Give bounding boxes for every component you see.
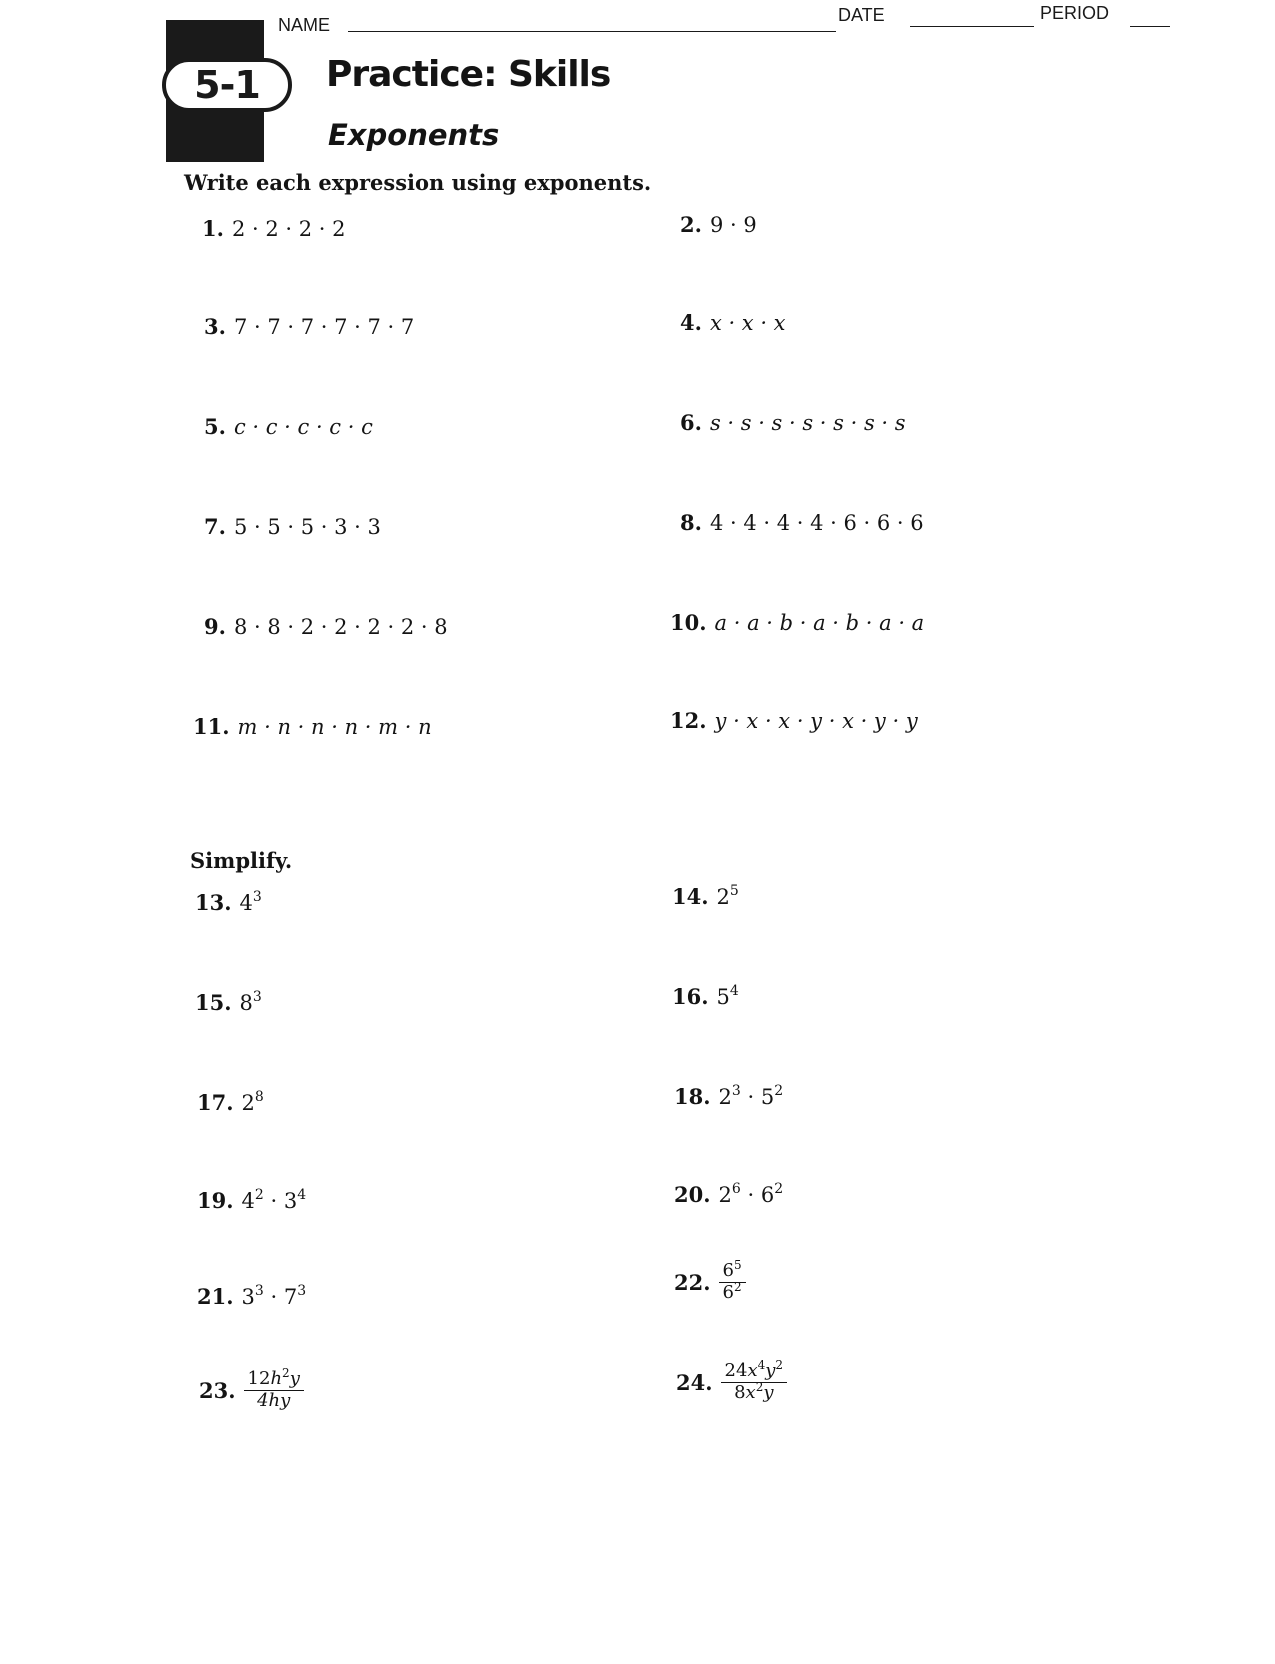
problem-number: 5. xyxy=(204,414,226,439)
variable: y xyxy=(765,1360,776,1381)
problem-base: 6 xyxy=(722,1281,734,1303)
problem-expression: s · s · s · s · s · s · s xyxy=(709,411,906,435)
name-line[interactable] xyxy=(348,31,836,32)
problem-base: 5 xyxy=(716,985,730,1009)
page-title: Practice: Skills xyxy=(326,54,611,95)
date-label: DATE xyxy=(838,5,885,25)
problem-exponent: 4 xyxy=(729,983,739,999)
problem-base: 3 xyxy=(283,1189,298,1213)
fraction-numerator xyxy=(244,1366,304,1391)
problem-number: 1. xyxy=(202,216,224,241)
problem-23 xyxy=(199,1366,304,1411)
problem-12 xyxy=(670,708,918,733)
section1-instruction: Write each expression using exponents. xyxy=(184,170,652,195)
problem-number: 11. xyxy=(193,714,230,739)
variable: y xyxy=(763,1381,774,1403)
problem-7 xyxy=(204,514,381,539)
problem-exponent: 6 xyxy=(731,1181,741,1197)
variable: h xyxy=(270,1368,283,1389)
fraction-denominator xyxy=(719,1279,746,1303)
problem-base: 8 xyxy=(239,991,253,1015)
problem-expression: x · x · x xyxy=(709,311,786,335)
problem-exponent: 3 xyxy=(252,989,262,1005)
section2-instruction: Simplify. xyxy=(190,848,293,873)
problem-19 xyxy=(197,1188,306,1213)
problem-number: 19. xyxy=(197,1188,234,1213)
multiply-dot: · xyxy=(270,1189,278,1213)
problem-base: 2 xyxy=(241,1091,255,1115)
problem-base: 6 xyxy=(760,1183,775,1207)
problem-base: 4 xyxy=(241,1189,255,1213)
problem-5 xyxy=(204,414,373,439)
problem-number: 8. xyxy=(680,510,702,535)
multiply-dot: · xyxy=(747,1183,755,1207)
problem-9 xyxy=(204,614,448,639)
variable: y xyxy=(289,1368,300,1389)
problem-number: 18. xyxy=(674,1084,711,1109)
problem-base: 4 xyxy=(239,891,253,915)
problem-1 xyxy=(202,216,345,241)
problem-8 xyxy=(680,510,924,535)
problem-exponent: 5 xyxy=(734,1258,742,1272)
problem-expression: 2 · 2 · 2 · 2 xyxy=(231,217,346,241)
problem-exponent: 2 xyxy=(775,1358,784,1372)
problem-number: 13. xyxy=(195,890,232,915)
problem-exponent: 2 xyxy=(734,1279,742,1294)
problem-exponent: 2 xyxy=(254,1187,264,1203)
problem-20 xyxy=(674,1182,783,1207)
problem-13 xyxy=(195,890,262,915)
problem-exponent: 2 xyxy=(774,1181,784,1197)
problem-exponent: 8 xyxy=(254,1089,264,1105)
problem-expression: 7 · 7 · 7 · 7 · 7 · 7 xyxy=(233,315,415,339)
problem-expression: 8 · 8 · 2 · 2 · 2 · 2 · 8 xyxy=(233,615,448,639)
problem-14 xyxy=(672,884,739,909)
problem-expression: m · n · n · n · m · n xyxy=(237,715,432,739)
problem-base: 2 xyxy=(718,1085,732,1109)
problem-base: 6 xyxy=(722,1260,734,1281)
problem-expression: 4 · 4 · 4 · 4 · 6 · 6 · 6 xyxy=(709,511,924,535)
problem-expression: 9 · 9 xyxy=(709,213,757,237)
problem-exponent: 2 xyxy=(755,1379,764,1394)
problem-base: 7 xyxy=(283,1285,298,1309)
problem-24 xyxy=(676,1358,787,1403)
problem-number: 9. xyxy=(204,614,226,639)
problem-number: 23. xyxy=(199,1377,236,1403)
problem-exponent: 2 xyxy=(282,1366,290,1380)
page-subtitle: Exponents xyxy=(328,118,500,152)
problem-21 xyxy=(197,1284,306,1309)
date-line[interactable] xyxy=(910,26,1034,27)
fraction-denominator: 4hy xyxy=(257,1389,291,1411)
multiply-dot: · xyxy=(747,1085,755,1109)
coefficient: 24 xyxy=(724,1360,748,1381)
problem-number: 24. xyxy=(676,1369,713,1395)
problem-exponent: 2 xyxy=(774,1083,784,1099)
problem-number: 14. xyxy=(672,884,709,909)
problem-11 xyxy=(193,714,432,739)
problem-22 xyxy=(674,1258,746,1303)
coefficient: 8 xyxy=(734,1381,746,1403)
problem-exponent: 3 xyxy=(731,1083,741,1099)
problem-number: 7. xyxy=(204,514,226,539)
problem-base: 5 xyxy=(760,1085,775,1109)
problem-number: 2. xyxy=(680,212,702,237)
problem-expression: y · x · x · y · x · y · y xyxy=(714,709,918,733)
problem-2 xyxy=(680,212,757,237)
problem-number: 3. xyxy=(204,314,226,339)
problem-number: 12. xyxy=(670,708,707,733)
variable: x xyxy=(745,1381,756,1403)
problem-number: 6. xyxy=(680,410,702,435)
problem-base: 3 xyxy=(241,1285,255,1309)
problem-exponent: 3 xyxy=(297,1283,307,1299)
problem-4 xyxy=(680,310,786,335)
problem-exponent: 4 xyxy=(297,1187,307,1203)
problem-number: 4. xyxy=(680,310,702,335)
problem-18 xyxy=(674,1084,783,1109)
problem-expression: a · a · b · a · b · a · a xyxy=(714,611,925,635)
problem-number: 16. xyxy=(672,984,709,1009)
fraction xyxy=(719,1258,746,1303)
problem-number: 10. xyxy=(670,610,707,635)
problem-exponent: 4 xyxy=(757,1358,766,1372)
variable: x xyxy=(747,1360,758,1381)
problem-number: 15. xyxy=(195,990,232,1015)
problem-10 xyxy=(670,610,924,635)
problem-exponent: 3 xyxy=(254,1283,264,1299)
problem-number: 22. xyxy=(674,1269,711,1295)
problem-expression: c · c · c · c · c xyxy=(233,415,373,439)
problem-number: 21. xyxy=(197,1284,234,1309)
problem-base: 2 xyxy=(716,885,730,909)
problem-16 xyxy=(672,984,739,1009)
fraction xyxy=(721,1358,788,1403)
problem-exponent: 3 xyxy=(252,889,262,905)
fraction-numerator xyxy=(721,1358,788,1383)
problem-17 xyxy=(197,1090,264,1115)
problem-base: 2 xyxy=(718,1183,732,1207)
problem-3 xyxy=(204,314,414,339)
fraction xyxy=(244,1366,304,1411)
period-line[interactable] xyxy=(1130,26,1170,27)
period-label: PERIOD xyxy=(1040,3,1110,23)
problem-6 xyxy=(680,410,906,435)
problem-expression: 5 · 5 · 5 · 3 · 3 xyxy=(233,515,381,539)
name-label: NAME xyxy=(278,15,331,35)
lesson-number-badge: 5-1 xyxy=(162,58,292,112)
multiply-dot: · xyxy=(270,1285,278,1309)
fraction-denominator xyxy=(730,1379,777,1403)
problem-15 xyxy=(195,990,262,1015)
problem-number: 17. xyxy=(197,1090,234,1115)
coefficient: 12 xyxy=(247,1368,271,1389)
problem-number: 20. xyxy=(674,1182,711,1207)
problem-exponent: 5 xyxy=(729,883,739,899)
